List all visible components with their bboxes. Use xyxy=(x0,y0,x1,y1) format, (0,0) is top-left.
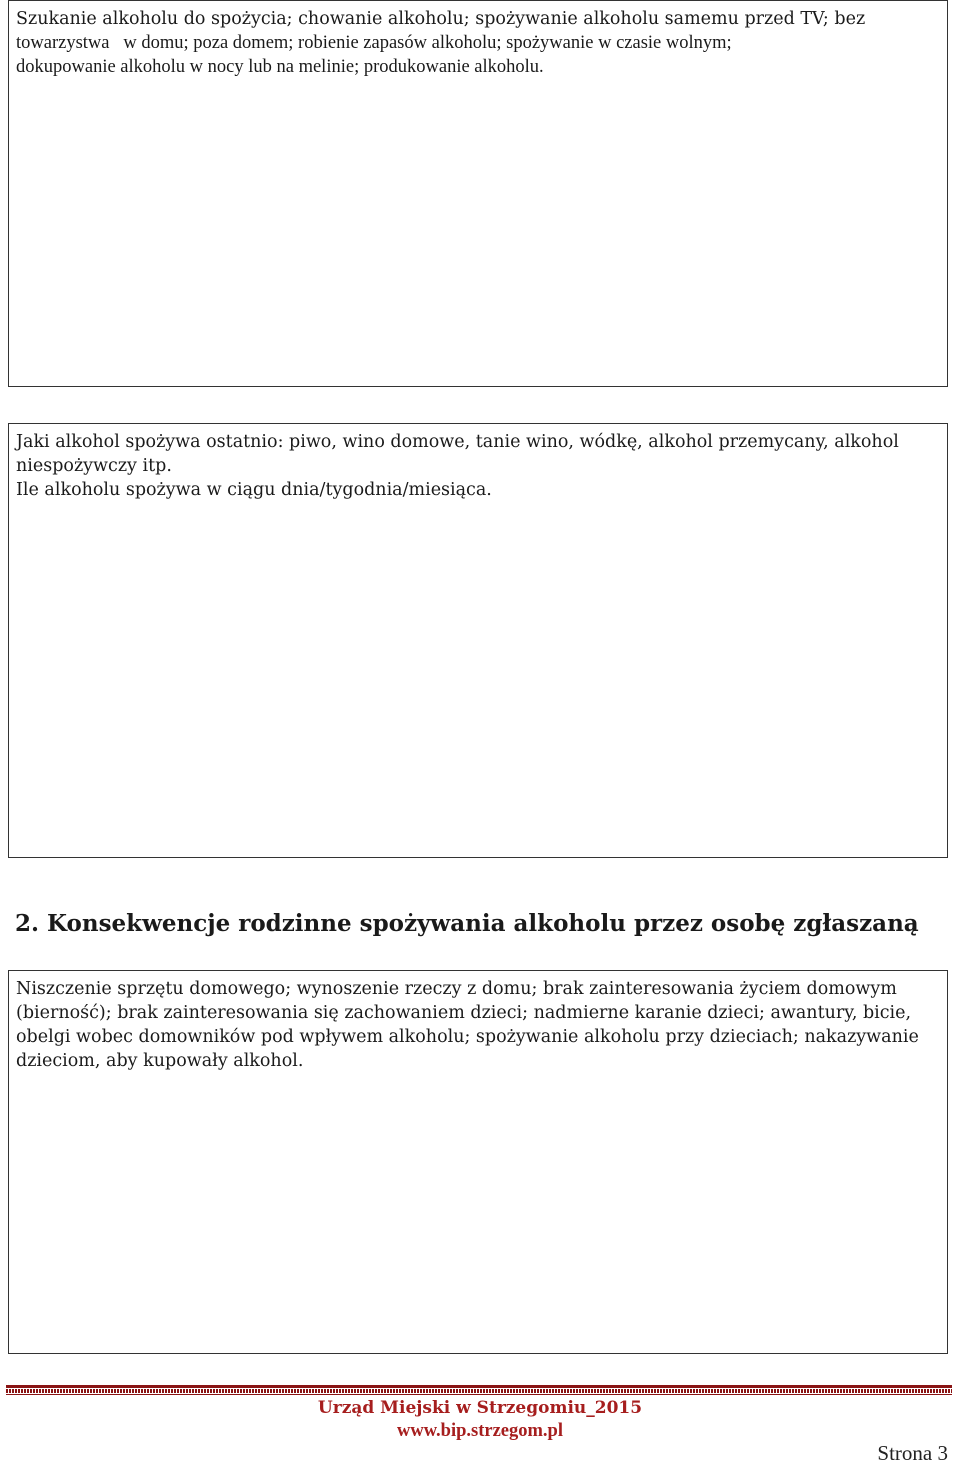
prompt-line: obelgi wobec domowników pod wpływem alkoholu; spożywanie alkoholu przy dzieciach; nakazywanie xyxy=(16,1027,919,1047)
family-consequences-prompt xyxy=(9,971,947,1073)
alcohol-behaviour-field xyxy=(8,0,948,387)
section-heading: 2. Konsekwencje rodzinne spożywania alkoholu przez osobę zgłaszaną xyxy=(15,910,919,937)
footer-divider xyxy=(6,1385,952,1388)
alcohol-behaviour-prompt xyxy=(9,1,947,79)
prompt-line: Ile alkoholu spożywa w ciągu dnia/tygodnia/miesiąca. xyxy=(16,480,492,500)
footer-divider-pattern xyxy=(6,1389,952,1393)
alcohol-type-field xyxy=(8,423,948,858)
footer-website-link[interactable]: www.bip.strzegom.pl xyxy=(397,1421,563,1441)
prompt-line: dokupowanie alkoholu w nocy lub na melinie; produkowanie alkoholu. xyxy=(16,57,544,77)
prompt-line: Szukanie alkoholu do spożycia; chowanie alkoholu; spożywanie alkoholu samemu przed TV; bez xyxy=(16,9,866,29)
prompt-line: Niszczenie sprzętu domowego; wynoszenie rzeczy z domu; brak zainteresowania życiem domowym xyxy=(16,979,897,999)
prompt-line: niespożywczy itp. xyxy=(16,456,172,476)
page-number: Strona 3 xyxy=(877,1441,948,1465)
footer-office-name: Urząd Miejski w Strzegomiu_2015 xyxy=(317,1398,643,1418)
prompt-line: dzieciom, aby kupowały alkohol. xyxy=(16,1051,304,1071)
prompt-line: towarzystwa w domu; poza domem; robienie zapasów alkoholu; spożywanie w czasie wolnym; xyxy=(16,33,732,53)
alcohol-type-prompt xyxy=(9,424,947,502)
footer-divider-thin xyxy=(6,1394,952,1395)
prompt-line: Jaki alkohol spożywa ostatnio: piwo, wino domowe, tanie wino, wódkę, alkohol przemycany, alkohol xyxy=(16,432,899,452)
family-consequences-field xyxy=(8,970,948,1354)
prompt-line: (bierność); brak zainteresowania się zachowaniem dzieci; nadmierne karanie dzieci; awantury, bicie, xyxy=(16,1003,912,1023)
